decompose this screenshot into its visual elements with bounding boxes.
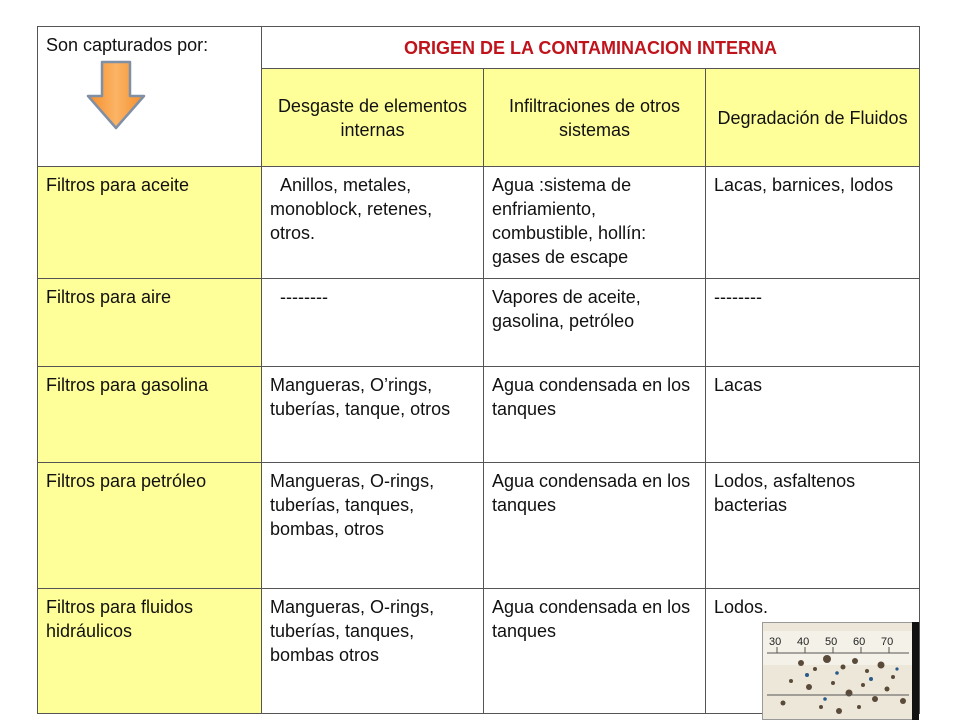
degradacion-cell: Lacas xyxy=(706,367,920,463)
infiltraciones-cell: Agua condensada en los tanques xyxy=(484,367,706,463)
desgaste-cell: Mangueras, O-rings, tuberías, tanques, bombas, otros xyxy=(262,463,484,589)
table-row xyxy=(38,367,920,463)
degradacion-cell: Lacas, barnices, lodos xyxy=(706,167,920,279)
desgaste-cell: -------- xyxy=(262,279,484,367)
subheader-degradacion: Degradación de Fluidos xyxy=(706,69,920,167)
filter-name: Filtros para petróleo xyxy=(38,463,262,589)
corner-cell xyxy=(38,27,262,167)
infiltraciones-cell: Agua condensada en los tanques xyxy=(484,463,706,589)
filter-name: Filtros para gasolina xyxy=(38,367,262,463)
table-title-text: ORIGEN DE LA CONTAMINACION INTERNA xyxy=(404,37,778,58)
degradacion-cell: -------- xyxy=(706,279,920,367)
photo-frame-edge xyxy=(912,622,919,720)
infiltraciones-cell: Agua condensada en los tanques xyxy=(484,589,706,714)
scale-label-30: 30 xyxy=(769,636,782,648)
corner-label: Son capturados por: xyxy=(46,35,209,55)
filter-name: Filtros para fluidos hidráulicos xyxy=(38,589,262,714)
down-arrow-icon xyxy=(86,60,146,130)
table-row xyxy=(38,167,920,279)
desgaste-cell: Anillos, metales, monoblock, retenes, otros. xyxy=(262,167,484,279)
infiltraciones-cell: Vapores de aceite, gasolina, petróleo xyxy=(484,279,706,367)
particle-sample-photo xyxy=(762,622,914,720)
infiltraciones-cell: Agua :sistema de enfriamiento, combustible, hollín: gases de escape xyxy=(484,167,706,279)
degradacion-cell: Lodos, asfaltenos bacterias xyxy=(706,463,920,589)
table-title xyxy=(262,27,920,69)
filter-name: Filtros para aire xyxy=(38,279,262,367)
filter-name: Filtros para aceite xyxy=(38,167,262,279)
table-row xyxy=(38,463,920,589)
scale-label-50: 50 xyxy=(825,636,838,648)
contamination-table xyxy=(37,26,920,714)
subheader-infiltraciones: Infiltraciones de otros sistemas xyxy=(484,69,706,167)
desgaste-cell: Mangueras, O’rings, tuberías, tanque, otros xyxy=(262,367,484,463)
degradacion-cell: Lodos. xyxy=(706,589,920,714)
subheader-desgaste: Desgaste de elementos internas xyxy=(262,69,484,167)
table-row xyxy=(38,279,920,367)
scale-label-40: 40 xyxy=(797,636,810,648)
scale-label-70: 70 xyxy=(881,636,894,648)
scale-label-60: 60 xyxy=(853,636,866,648)
desgaste-cell: Mangueras, O-rings, tuberías, tanques, bombas otros xyxy=(262,589,484,714)
